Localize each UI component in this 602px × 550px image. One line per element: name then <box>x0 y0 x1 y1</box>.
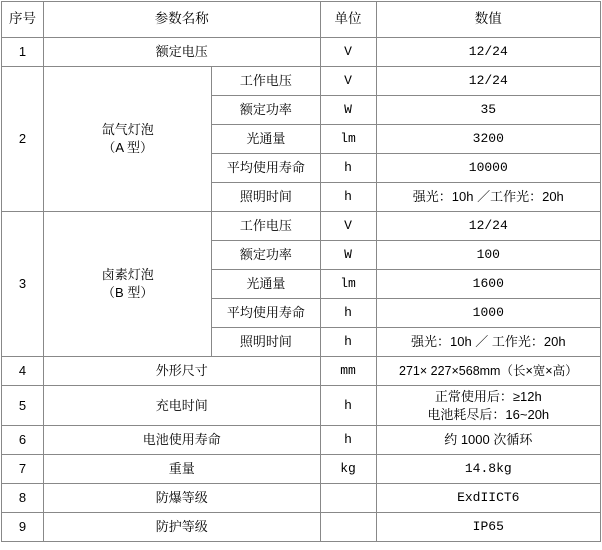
row-no: 1 <box>2 38 44 67</box>
row-value: 12/24 <box>376 212 600 241</box>
row-value: 271× 227×568mm（长×宽×高） <box>376 357 600 386</box>
table-row <box>2 484 601 513</box>
row-unit: h <box>320 328 376 357</box>
row-name: 额定电压 <box>44 38 320 67</box>
row-no: 6 <box>2 426 44 455</box>
row-no: 4 <box>2 357 44 386</box>
row-subname: 照明时间 <box>212 328 320 357</box>
header-cell-no: 序号 <box>2 2 44 38</box>
row-value: 1000 <box>376 299 600 328</box>
group-name-line2: （B 型） <box>102 285 154 300</box>
table-row <box>2 38 601 67</box>
row-name: 重量 <box>44 455 320 484</box>
row-unit: lm <box>320 270 376 299</box>
row-group-name <box>44 212 212 357</box>
group-name-line1: 卤素灯泡 <box>101 267 154 283</box>
row-value: 强光：10h ／工作光：20h <box>376 183 600 212</box>
row-unit: lm <box>320 125 376 154</box>
row-value: 12/24 <box>376 38 600 67</box>
row-name: 防护等级 <box>44 513 320 542</box>
row-no: 9 <box>2 513 44 542</box>
row-unit: h <box>320 183 376 212</box>
row-unit <box>320 484 376 513</box>
row-value <box>376 386 600 426</box>
row-name: 外形尺寸 <box>44 357 320 386</box>
row-subname: 额定功率 <box>212 96 320 125</box>
row-unit: V <box>320 67 376 96</box>
row-subname: 工作电压 <box>212 67 320 96</box>
row-name: 电池使用寿命 <box>44 426 320 455</box>
group-name-line1: 氙气灯泡 <box>101 122 154 138</box>
row-value-line2: 电池耗尽后：16~20h <box>427 406 550 422</box>
row-unit: h <box>320 154 376 183</box>
row-subname: 工作电压 <box>212 212 320 241</box>
header-cell-name: 参数名称 <box>44 2 320 38</box>
row-no: 3 <box>2 212 44 357</box>
row-no: 7 <box>2 455 44 484</box>
row-unit: V <box>320 212 376 241</box>
row-name: 防爆等级 <box>44 484 320 513</box>
row-value: 35 <box>376 96 600 125</box>
row-subname: 平均使用寿命 <box>212 299 320 328</box>
row-subname: 平均使用寿命 <box>212 154 320 183</box>
row-value: 3200 <box>376 125 600 154</box>
table-row <box>2 513 601 542</box>
row-value: 100 <box>376 241 600 270</box>
row-value: ExdIICT6 <box>376 484 600 513</box>
row-value: 约 1000 次循环 <box>376 426 600 455</box>
row-value: 10000 <box>376 154 600 183</box>
row-group-name <box>44 67 212 212</box>
row-value: 14.8kg <box>376 455 600 484</box>
row-value: 强光：10h ／ 工作光：20h <box>376 328 600 357</box>
row-subname: 额定功率 <box>212 241 320 270</box>
table-header-row <box>2 2 601 38</box>
table-row <box>2 67 601 96</box>
header-cell-unit: 单位 <box>320 2 376 38</box>
specification-table <box>1 1 601 542</box>
row-value: 12/24 <box>376 67 600 96</box>
row-value: IP65 <box>376 513 600 542</box>
row-subname: 光通量 <box>212 125 320 154</box>
row-unit <box>320 513 376 542</box>
row-unit: V <box>320 38 376 67</box>
row-subname: 光通量 <box>212 270 320 299</box>
row-no: 2 <box>2 67 44 212</box>
row-unit: mm <box>320 357 376 386</box>
row-unit: h <box>320 426 376 455</box>
row-unit: W <box>320 96 376 125</box>
row-unit: W <box>320 241 376 270</box>
row-unit: h <box>320 299 376 328</box>
table-row <box>2 455 601 484</box>
group-name-line2: （A 型） <box>102 140 153 155</box>
row-unit: h <box>320 386 376 426</box>
table-row <box>2 212 601 241</box>
row-unit: kg <box>320 455 376 484</box>
row-value: 1600 <box>376 270 600 299</box>
header-cell-value: 数值 <box>376 2 600 38</box>
table-row <box>2 357 601 386</box>
row-value-line1: 正常使用后：≥12h <box>434 389 542 404</box>
row-no: 8 <box>2 484 44 513</box>
table-row <box>2 426 601 455</box>
row-subname: 照明时间 <box>212 183 320 212</box>
table-row <box>2 386 601 426</box>
row-name: 充电时间 <box>44 386 320 426</box>
row-no: 5 <box>2 386 44 426</box>
